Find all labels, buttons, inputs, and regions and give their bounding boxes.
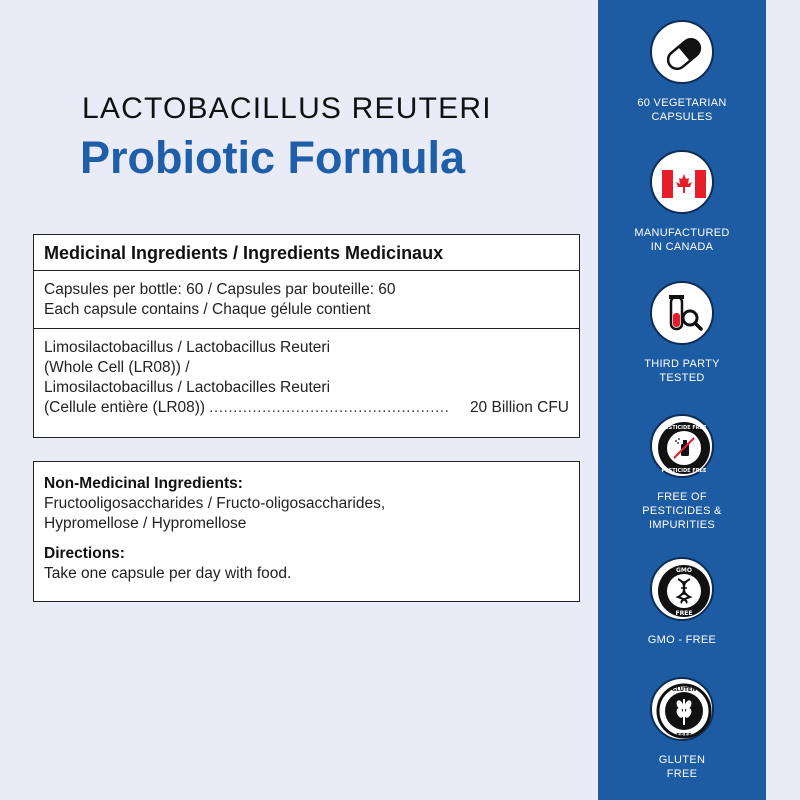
stamp-text-top: PESTICIDE FREE: [661, 425, 707, 431]
capsules-per-bottle-text: Capsules per bottle: 60 / Capsules par bouteille: 60: [44, 281, 396, 298]
strain-section: [34, 329, 579, 418]
badge-label-line: IN CANADA: [650, 241, 714, 253]
capsule-icon: [650, 20, 714, 84]
badge-label-line: FREE: [666, 768, 698, 780]
directions-text: Take one capsule per day with food.: [44, 565, 292, 582]
badge-gluten-free: [598, 677, 766, 781]
gmo-free-icon: [650, 557, 714, 621]
medicinal-ingredients-heading: Medicinal Ingredients / Ingredients Medicinaux: [34, 235, 579, 271]
badge-label-line: IMPURITIES: [649, 519, 715, 531]
canada-flag-icon: [650, 150, 714, 214]
strain-amount: 20 Billion CFU: [469, 399, 569, 416]
pesticide-free-icon: [650, 414, 714, 478]
non-medicinal-line-2: Hypromellose / Hypromellose: [44, 515, 247, 532]
badge-label-line: GLUTEN: [658, 754, 706, 766]
strain-line-3: Limosilactobacillus / Lactobacilles Reuteri: [44, 379, 331, 396]
test-tube-magnifier-icon: [650, 281, 714, 345]
badge-third-party-tested: [598, 281, 766, 385]
stamp-text-bottom: PESTICIDE FREE: [661, 468, 707, 474]
badge-pesticide-free: [598, 414, 766, 532]
strain-amount-row: [44, 398, 569, 418]
capsule-count-section: [34, 271, 579, 329]
stamp-text-bottom: FREE: [676, 733, 692, 739]
badge-label-line: PESTICIDES &: [642, 505, 722, 517]
badge-label-line: FREE OF: [657, 491, 707, 503]
non-medicinal-label: Non-Medicinal Ingredients:: [44, 475, 243, 492]
badge-label-line: THIRD PARTY: [644, 358, 720, 370]
leader-dots: ..................................................: [209, 399, 450, 416]
gluten-free-icon: [650, 677, 714, 741]
medicinal-ingredients-box: [33, 234, 580, 438]
badge-label-line: CAPSULES: [651, 111, 713, 123]
badge-label-line: MANUFACTURED: [634, 227, 730, 239]
stamp-text-top: GMO: [676, 567, 692, 574]
stamp-text-top: GLUTEN: [671, 687, 697, 693]
directions-label: Directions:: [44, 545, 125, 562]
badge-manufactured-canada: [598, 150, 766, 254]
strain-line-2: (Whole Cell (LR08)) /: [44, 359, 190, 376]
non-medicinal-box: [33, 461, 580, 602]
badge-vegetarian-capsules: [598, 20, 766, 124]
product-title: Probiotic Formula: [80, 132, 466, 183]
features-sidebar: [598, 0, 766, 800]
badge-label-line: 60 VEGETARIAN: [637, 97, 727, 109]
each-capsule-contains-text: Each capsule contains / Chaque gélule contient: [44, 301, 371, 318]
badge-label-line: GMO - FREE: [647, 634, 717, 646]
product-subtitle: LACTOBACILLUS REUTERI: [82, 92, 492, 125]
stamp-text-bottom: FREE: [675, 610, 693, 617]
strain-line-4: (Cellule entière (LR08)): [44, 399, 206, 416]
badge-label-line: TESTED: [659, 372, 705, 384]
non-medicinal-line-1: Fructooligosaccharides / Fructo-oligosaccharides,: [44, 495, 386, 512]
strain-line-1: Limosilactobacillus / Lactobacillus Reuteri: [44, 339, 331, 356]
badge-gmo-free: [598, 557, 766, 647]
